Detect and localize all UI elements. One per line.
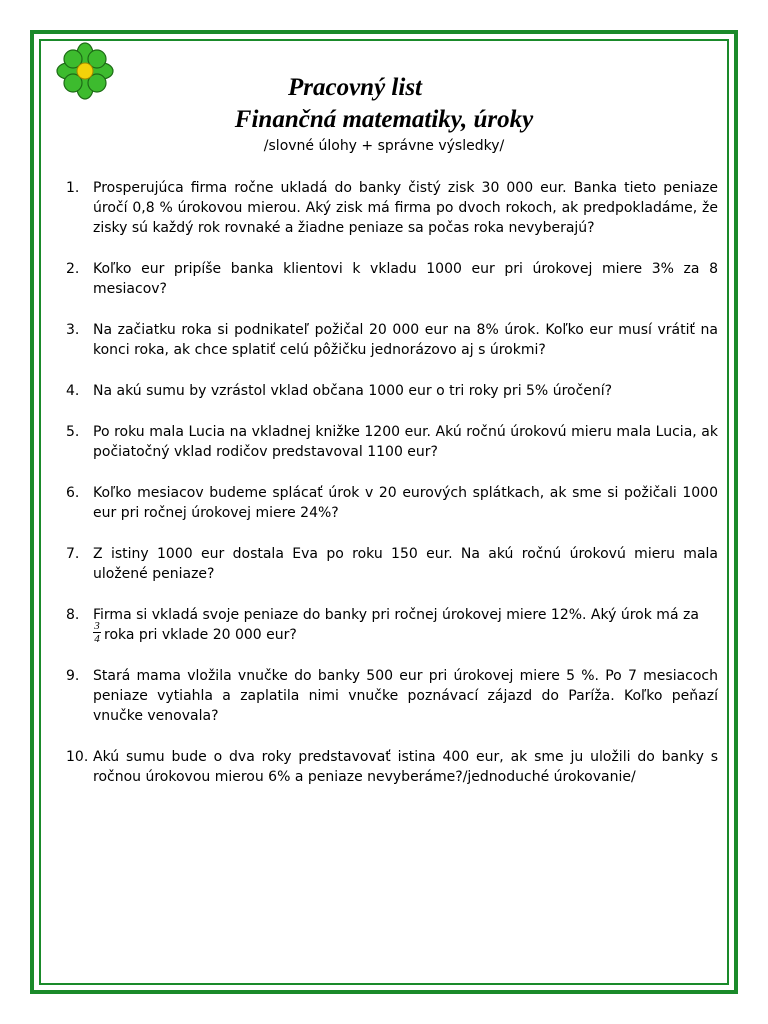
task-item-8 xyxy=(66,605,718,645)
task-item-4 xyxy=(66,381,718,401)
fraction xyxy=(93,620,101,645)
task-text-continued: roka pri vklade 20 000 eur? xyxy=(104,627,297,643)
task-number: 3. xyxy=(66,322,80,338)
task-number: 4. xyxy=(66,383,80,399)
task-text: Prosperujúca firma ročne ukladá do banky čistý zisk 30 000 eur. Banka tieto peniaze úročí 0,8 % úrokovou mierou. Aký zisk má firma po dvoch rokoch, ak predpokladáme, že zisky sú každý rok rovnaké a žiadne peniaze sa počas roka nevyberajú? xyxy=(93,180,718,236)
fraction-denominator: 4 xyxy=(94,632,100,645)
task-number: 1. xyxy=(66,180,80,196)
task-number: 8. xyxy=(66,607,80,623)
page-note: /slovné úlohy + správne výsledky/ xyxy=(263,138,505,154)
task-number: 9. xyxy=(66,668,80,684)
task-item-7 xyxy=(66,544,718,584)
task-text: Na začiatku roka si podnikateľ požičal 20 000 eur na 8% úrok. Koľko eur musí vrátiť na konci roka, ak chce splatiť celú pôžičku jednorázovo aj s úrokmi? xyxy=(93,322,718,358)
task-text: Po roku mala Lucia na vkladnej knižke 1200 eur. Akú ročnú úrokovú mieru mala Lucia, ak počiatočný vklad rodičov predstavoval 1100 eur? xyxy=(93,424,718,460)
task-item-3 xyxy=(66,320,718,360)
task-text: Stará mama vložila vnučke do banky 500 eur pri úrokovej miere 5 %. Po 7 mesiacoch peniaze vytiahla a zaplatila nimi vnučke poznávací zájazd do Paríža. Koľko peňazí vnučke venovala? xyxy=(93,668,718,724)
task-item-6 xyxy=(66,483,718,523)
fraction-numerator: 3 xyxy=(94,619,100,632)
task-text: Z istiny 1000 eur dostala Eva po roku 150 eur. Na akú ročnú úrokovú mieru mala uložené peniaze? xyxy=(93,546,718,582)
task-number: 2. xyxy=(66,261,80,277)
task-list xyxy=(66,178,718,808)
task-text: Akú sumu bude o dva roky predstavovať istina 400 eur, ak sme ju uložili do banky s ročnou úrokovou mierou 6% a peniaze nevyberáme?/jednoduché úrokovanie/ xyxy=(93,749,718,785)
task-text: Firma si vkladá svoje peniaze do banky pri ročnej úrokovej miere 12%. Aký úrok má za xyxy=(93,607,699,623)
task-item-5 xyxy=(66,422,718,462)
task-item-10 xyxy=(66,747,718,787)
task-number: 10. xyxy=(66,749,89,765)
task-text: Koľko eur pripíše banka klientovi k vkladu 1000 eur pri úrokovej miere 3% za 8 mesiacov? xyxy=(93,261,718,297)
task-text-block xyxy=(93,605,718,645)
task-item-2 xyxy=(66,259,718,299)
task-item-1 xyxy=(66,178,718,238)
page-title: Pracovný list xyxy=(287,74,422,101)
task-number: 7. xyxy=(66,546,80,562)
task-number: 6. xyxy=(66,485,80,501)
task-text: Na akú sumu by vzrástol vklad občana 1000 eur o tri roky pri 5% úročení? xyxy=(93,383,613,399)
task-number: 5. xyxy=(66,424,80,440)
page-subtitle: Finančná matematiky, úroky xyxy=(234,106,534,133)
task-text: Koľko mesiacov budeme splácať úrok v 20 eurových splátkach, ak sme si požičali 1000 eur pri ročnej úrokovej miere 24%? xyxy=(93,485,718,521)
task-item-9 xyxy=(66,666,718,726)
